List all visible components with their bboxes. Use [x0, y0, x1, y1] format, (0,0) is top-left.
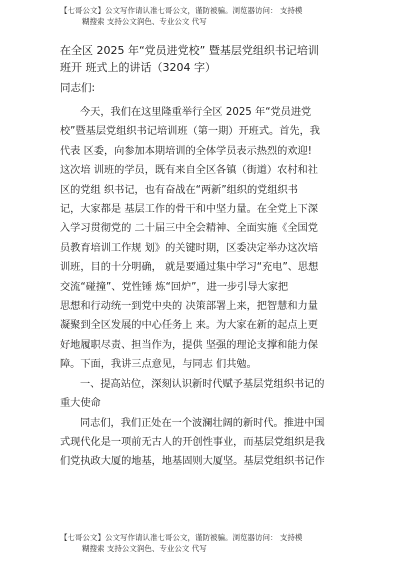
document-body [60, 103, 350, 472]
body-line: 思想和行动统一到党中央的 决策部署上来，把智慧和力量 [60, 301, 318, 313]
body-line: 好地履职尽责、担当作为，提供 坚强的理论支撑和能力保 [60, 339, 318, 351]
body-line: 交流“碰撞”、党性锤 炼“回炉”，进一步引导大家把 [60, 281, 289, 293]
title-line-1: 在全区 2025 年“党员进党校” 暨基层党组织书记培训 [60, 44, 319, 57]
body-line: 这次培 训班的学员，既有来自全区各镇（街道）农村和社 [60, 165, 318, 177]
body-line: 今天，我们在这里隆重举行全区 2025 年“党员进党 [80, 107, 312, 118]
watermark-header-top [60, 5, 390, 27]
section-heading-line: 一、提高站位，深刻认识新时代赋予基层党组织书记的 [80, 378, 325, 390]
body-line: 训班，目的十分明确， 就是要通过集中学习“充电”、思想 [60, 262, 319, 274]
section-heading-line: 重大使命 [60, 398, 101, 410]
header-top-line-1: 【七哥公文】公文写作请认准七哥公文，谨防被骗。浏览器访问： 支持模 [60, 6, 303, 15]
body-line: 障。下面，我讲三点意见，与同志 们共勉。 [60, 359, 257, 371]
greeting: 同志们: [60, 82, 96, 94]
body-line: 记，大家都是 基层工作的骨干和中坚力量。在全党上下深 [60, 204, 318, 216]
header-top-line-2: 糊搜索 支持公文润色、专业公文 代写 [82, 17, 207, 26]
header-bottom-line-2: 糊搜索 支持公文润色、专业公文 代写 [82, 544, 207, 553]
title-line-2: 班开 班式上的讲话（3204 字） [60, 61, 216, 74]
body-line: 代表 区委，向参加本期培训的全体学员表示热烈的欢迎! [60, 145, 312, 157]
header-bottom-line-1: 【七哥公文】公文写作请认准七哥公文，谨防被骗。浏览器访问： 支持模 [60, 533, 303, 542]
body-line: 们党执政大厦的地基，地基固则大厦坚。基层党组织书记作 [60, 456, 325, 468]
body-line: 入学习贯彻党的 二十届三中全会精神、全面实施《全国党 [60, 223, 318, 235]
body-line: 凝聚到全区发展的中心任务上 来。为大家在新的起点上更 [60, 320, 318, 332]
body-line: 区的党组 织书记，也有奋战在“两新”组织的党组织书 [60, 184, 298, 196]
document-title [60, 42, 360, 76]
body-line: 校”暨基层党组织书记培训班（第一期）开班式。首先，我 [60, 126, 320, 138]
watermark-header-bottom [60, 532, 390, 554]
body-line: 式现代化是一项前无古人的开创性事业，而基层党组织是我 [60, 436, 325, 448]
body-line: 同志们，我们正处在一个波澜壮阔的新时代。推进中国 [80, 417, 325, 429]
body-line: 员教育培训工作规 划》的关键时期，区委决定举办这次培 [60, 242, 318, 254]
